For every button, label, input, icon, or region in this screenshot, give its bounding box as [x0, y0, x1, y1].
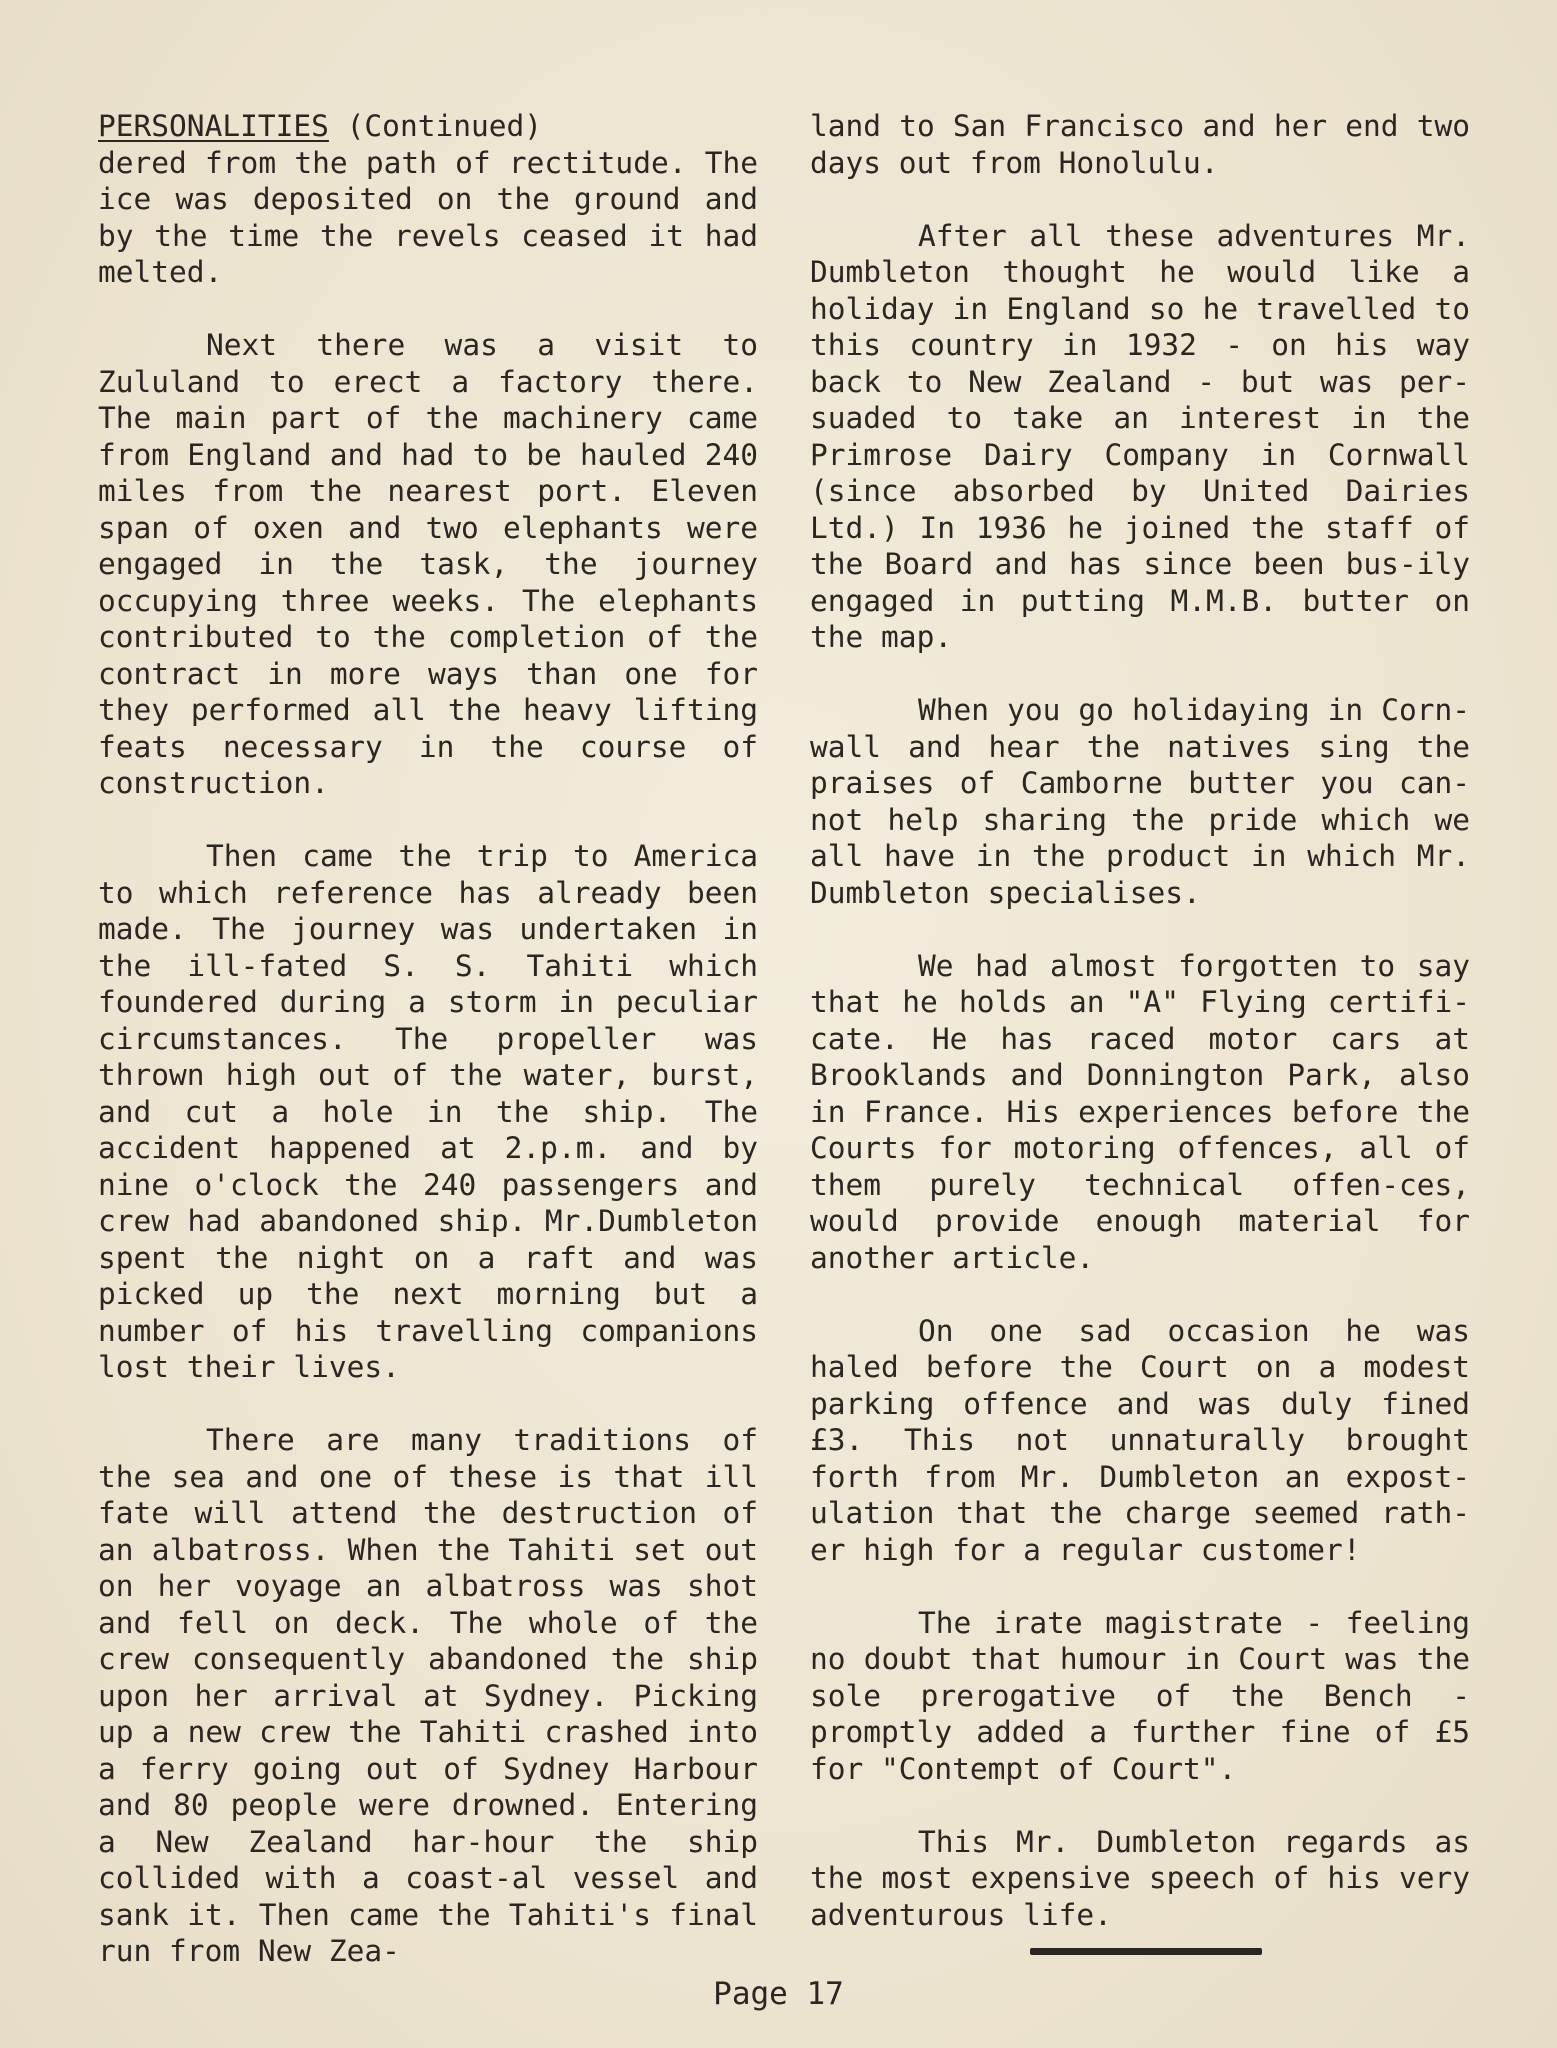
right-paragraph-5: On one sad occasion he was haled before the Court on a modest parking offence and was duly fined £3. This not unnaturally brought forth from Mr. Dumbleton an expost-ulation that the charge seemed rath-er high for a regular customer! — [810, 1313, 1470, 1567]
right-paragraph-7: This Mr. Dumbleton regards as the most expensive speech of his very adventurous life. — [810, 1824, 1470, 1932]
right-paragraph-1: land to San Francisco and her end two days out from Honolulu. — [810, 109, 1470, 180]
right-column — [810, 108, 1470, 1970]
right-paragraph-2: After all these adventures Mr. Dumbleton thought he would like a holiday in England so he travelled to this country in 1932 - on his way back to New Zealand - but was per-suaded to take an interest in the Primrose Dairy Company in Cornwall (since absorbed by United Dairies Ltd.) In 1936 he joined the staff of the Board and has since been bus-ily engaged in putting M.M.B. butter on the map. — [810, 218, 1470, 654]
heading-continued: (Continued) — [346, 109, 543, 143]
left-paragraph-2: Next there was a visit to Zululand to erect a factory there. The main part of the machinery came from England and had to be hauled 240 miles from the nearest port. Eleven span of oxen and two elephants were engaged in the task, the journey occupying three weeks. The elephants contributed to the completion of the contract in more ways than one for they performed all the heavy lifting feats necessary in the course of construction. — [98, 328, 758, 800]
right-paragraph-4: We had almost forgotten to say that he holds an "A" Flying certifi-cate. He has raced motor cars at Brooklands and Donnington Park, also in France. His experiences before the Courts for motoring offences, all of them purely technical offen-ces, would provide enough material for another article. — [810, 948, 1470, 1275]
left-paragraph-4: There are many traditions of the sea and one of these is that ill fate will attend the destruction of an albatross. When the Tahiti set out on her voyage an albatross was shot and fell on deck. The whole of the crew consequently abandoned the ship upon her arrival at Sydney. Picking up a new crew the Tahiti crashed into a ferry going out of Sydney Harbour and 80 people were drowned. Entering a New Zealand har-hour the ship collided with a coast-al vessel and sank it. Then came the Tahiti's final run from New Zea- — [98, 1423, 758, 1968]
heading-title: PERSONALITIES — [98, 109, 329, 143]
right-paragraph-3: When you go holidaying in Corn-wall and hear the natives sing the praises of Camborne butter you can-not help sharing the pride which we all have in the product in which Mr. Dumbleton specialises. — [810, 693, 1470, 910]
left-paragraph-3: Then came the trip to America to which reference has already been made. The journey was undertaken in the ill-fated S. S. Tahiti which foundered during a storm in peculiar circumstances. The propeller was thrown high out of the water, burst, and cut a hole in the ship. The accident happened at 2.p.m. and by nine o'clock the 240 passengers and crew had abandoned ship. Mr.Dumbleton spent the night on a raft and was picked up the next morning but a number of his travelling companions lost their lives. — [98, 839, 758, 1384]
section-heading — [98, 108, 758, 145]
left-column — [98, 108, 758, 2006]
right-paragraph-6: The irate magistrate - feeling no doubt that humour in Court was the sole prerogative of the Bench - promptly added a further fine of £5 for "Contempt of Court". — [810, 1605, 1470, 1786]
left-paragraph-1: dered from the path of rectitude. The ice was deposited on the ground and by the time the revels ceased it had melted. — [98, 145, 758, 289]
end-rule — [1030, 1948, 1262, 1955]
page-number: Page 17 — [713, 1976, 844, 2012]
